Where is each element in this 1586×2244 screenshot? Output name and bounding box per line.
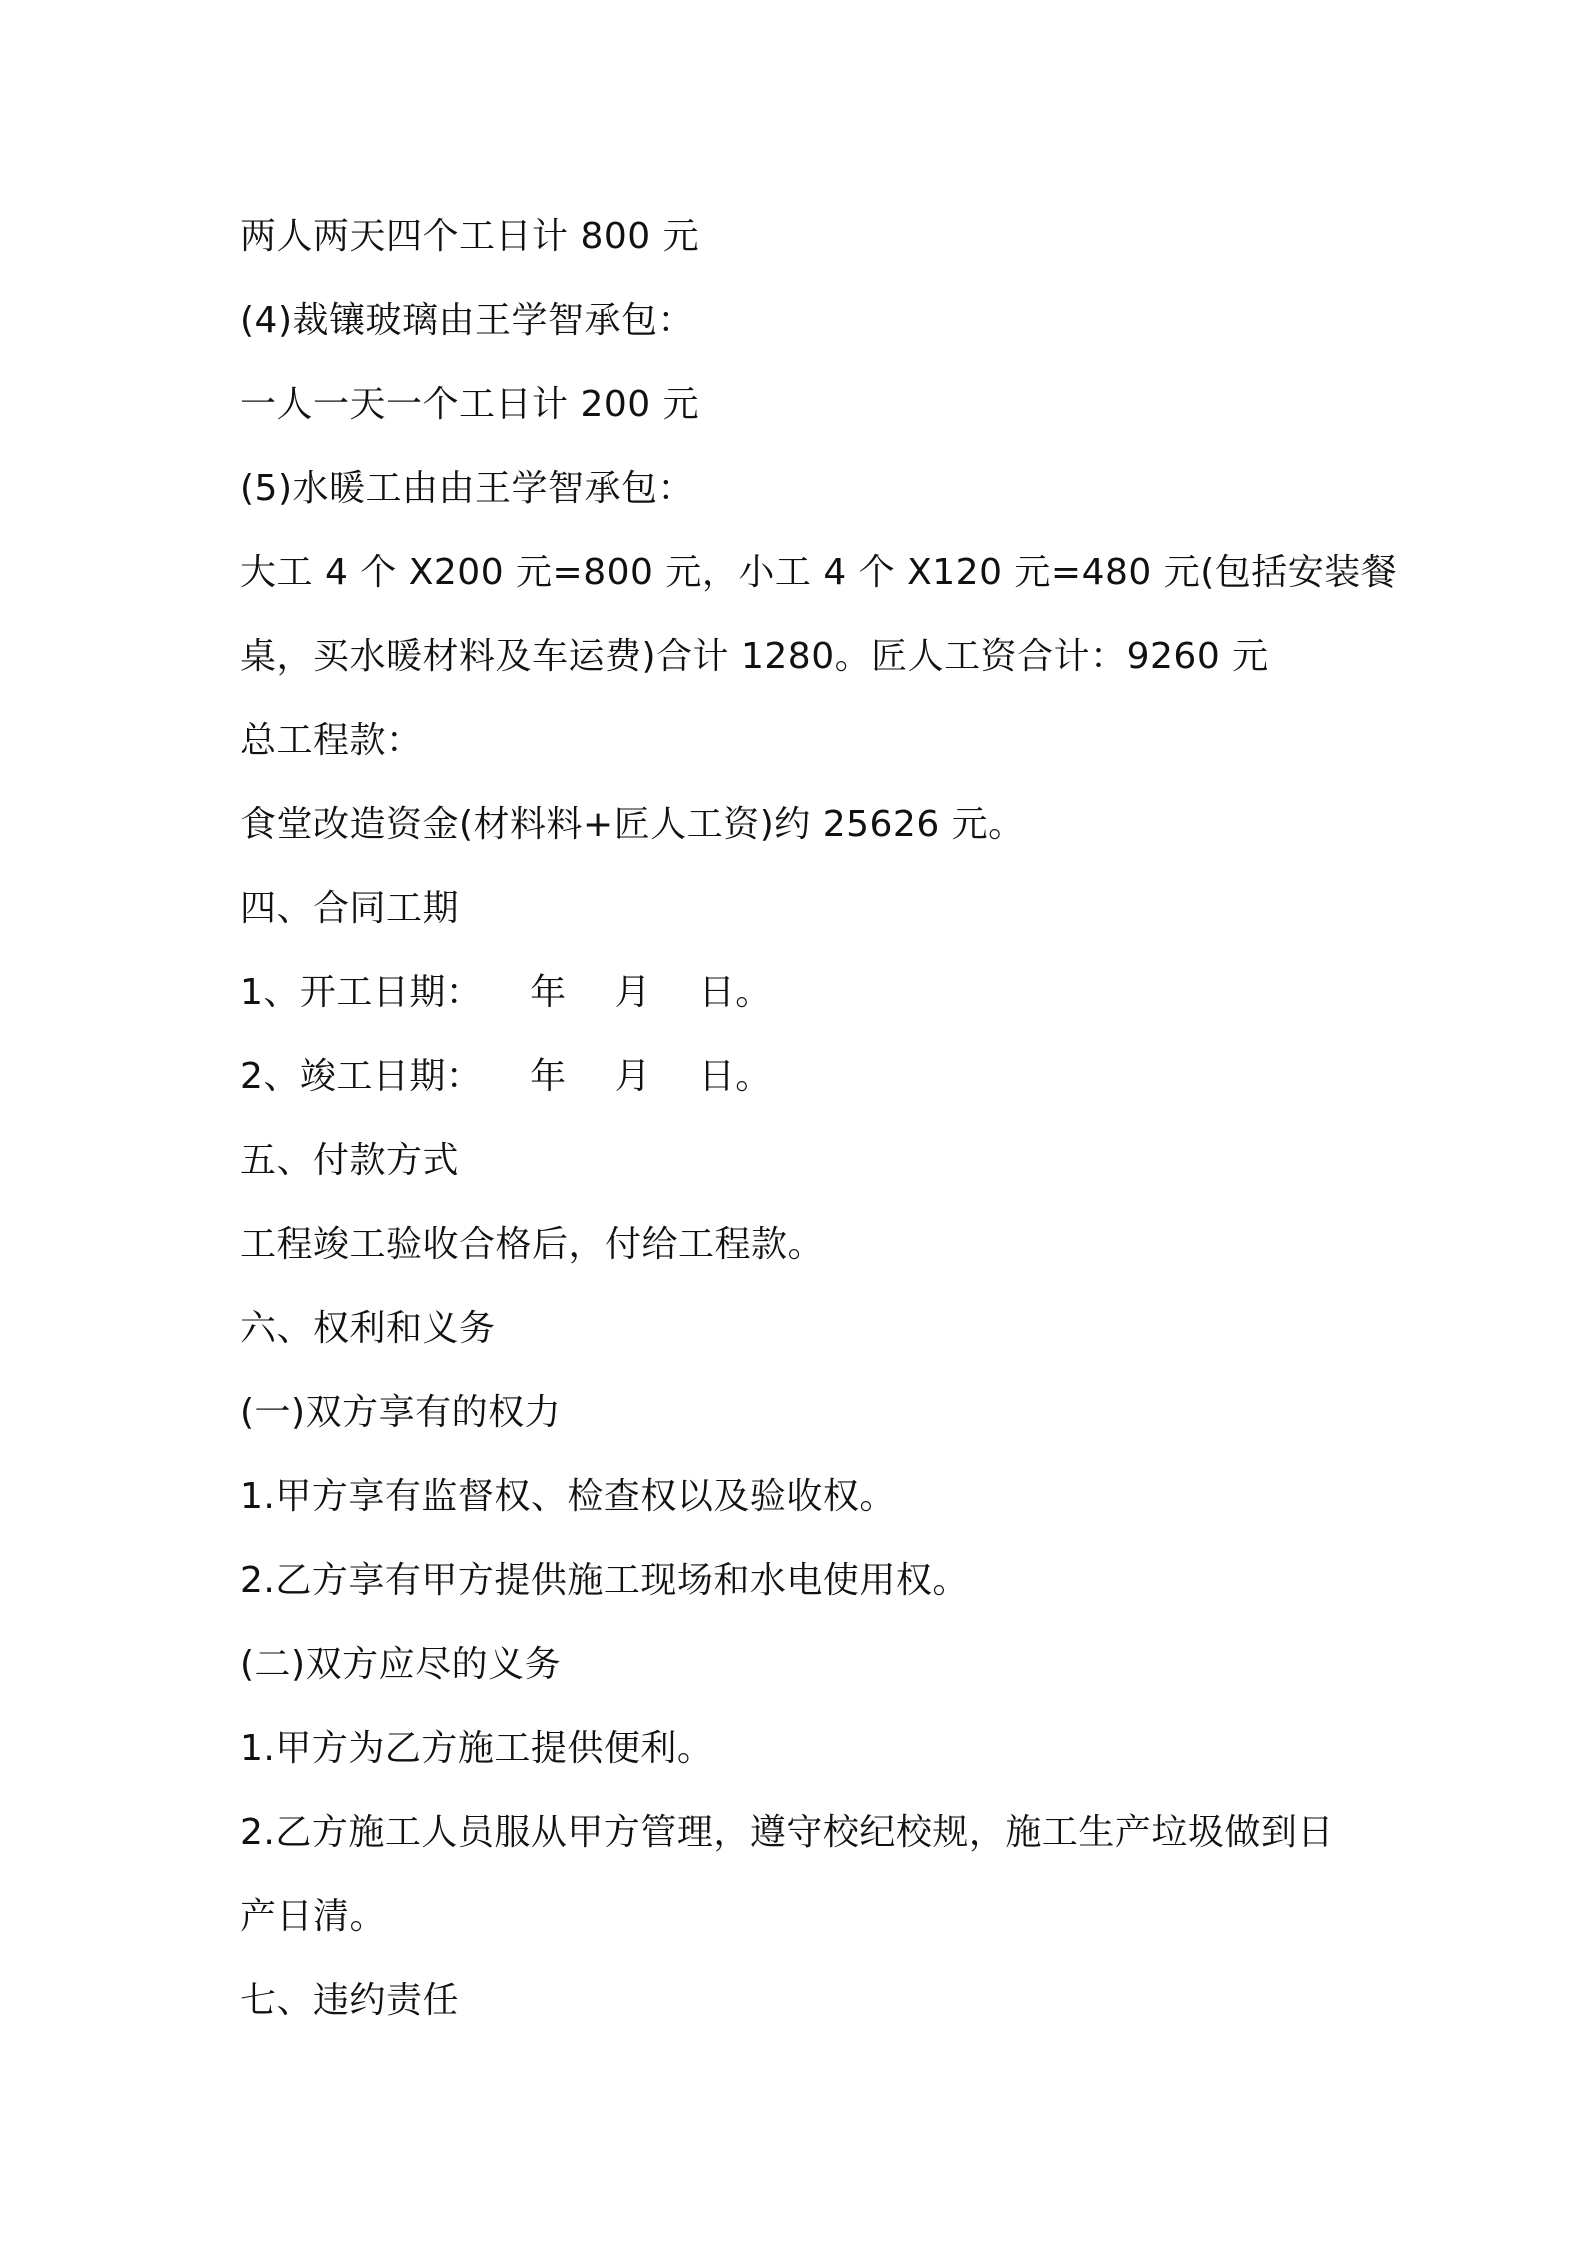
text-line: 桌，买水暖材料及车运费)合计 1280。匠人工资合计：9260 元 bbox=[240, 636, 1269, 677]
text-line: (5)水暖工由由王学智承包： bbox=[240, 468, 694, 509]
text-line: 2、竣工日期： 年 月 日。 bbox=[240, 1056, 772, 1097]
text-line: 2.乙方享有甲方提供施工现场和水电使用权。 bbox=[240, 1560, 969, 1601]
text-line: 2.乙方施工人员服从甲方管理，遵守校纪校规，施工生产垃圾做到日 bbox=[240, 1812, 1334, 1853]
text-line: 1.甲方为乙方施工提供便利。 bbox=[240, 1728, 714, 1769]
document-body bbox=[240, 195, 1398, 2043]
text-line: 一人一天一个工日计 200 元 bbox=[240, 384, 700, 425]
section-heading: 五、付款方式 bbox=[240, 1140, 460, 1181]
text-line: 食堂改造资金(材料料+匠人工资)约 25626 元。 bbox=[240, 804, 1025, 845]
subsection-heading: (二)双方应尽的义务 bbox=[240, 1644, 562, 1685]
text-line: 总工程款： bbox=[240, 720, 423, 761]
section-heading: 七、违约责任 bbox=[240, 1980, 460, 2021]
section-heading: 六、权利和义务 bbox=[240, 1308, 496, 1349]
section-heading: 四、合同工期 bbox=[240, 888, 460, 929]
subsection-heading: (一)双方享有的权力 bbox=[240, 1392, 562, 1433]
text-line: 1、开工日期： 年 月 日。 bbox=[240, 972, 772, 1013]
text-line: 大工 4 个 X200 元=800 元，小工 4 个 X120 元=480 元(包括安装餐 bbox=[240, 552, 1398, 593]
text-line: 工程竣工验收合格后，付给工程款。 bbox=[240, 1224, 825, 1265]
text-line: (4)裁镶玻璃由王学智承包： bbox=[240, 300, 694, 341]
text-line: 产日清。 bbox=[240, 1896, 387, 1937]
text-line: 两人两天四个工日计 800 元 bbox=[240, 216, 700, 257]
text-line: 1.甲方享有监督权、检查权以及验收权。 bbox=[240, 1476, 896, 1517]
